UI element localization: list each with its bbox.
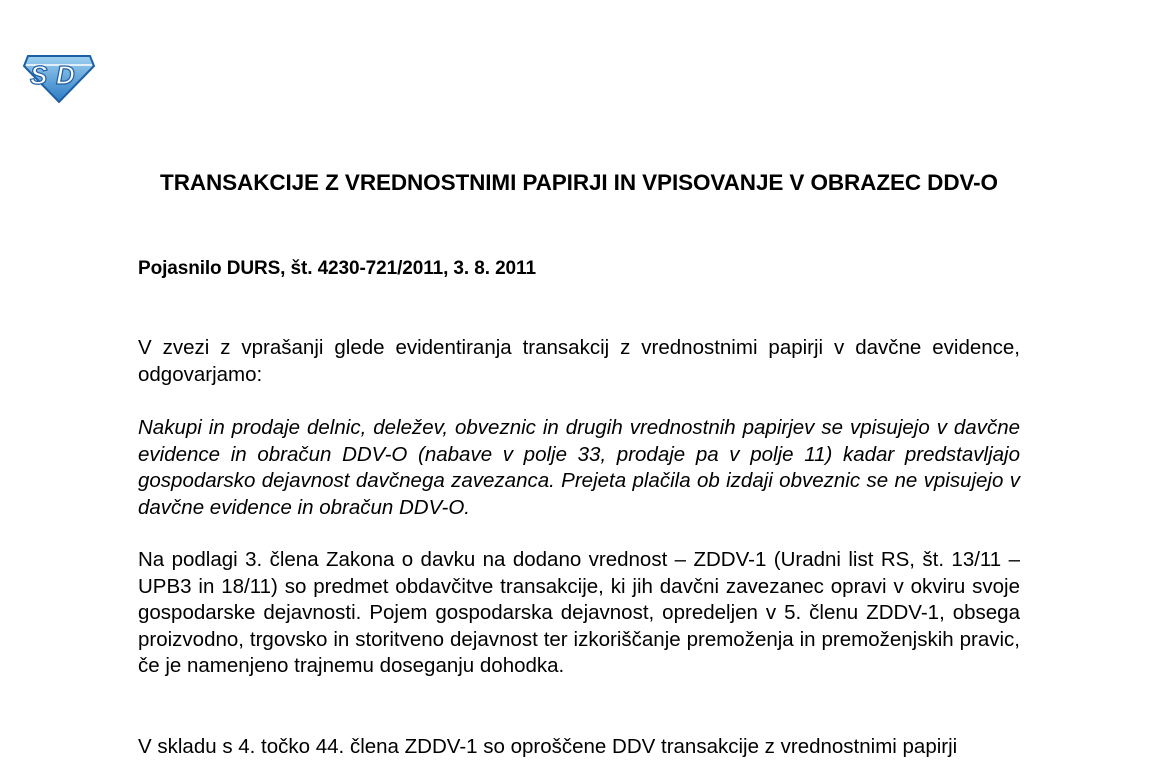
paragraph-legal-basis: Na podlagi 3. člena Zakona o davku na dodano vrednost – ZDDV-1 (Uradni list RS, št. 13/11 – UPB3 in 18/11) so predmet obdavčitve transakcije, ki jih davčni zavezanec opravi v okviru svoje gospodarske dejavnosti. Pojem gospodarska dejavnost, opredeljen v 5. členu ZDDV-1, obsega proizvodno, trgovsko in storitveno dejavnost ter izkoriščanje premoženja in premoženjskih pravic, če je namenjeno trajnemu doseganju dohodka. [138, 548, 1020, 677]
svg-text:D: D [56, 60, 75, 90]
company-logo-icon [22, 50, 96, 104]
document-title: TRANSAKCIJE Z VREDNOSTNIMI PAPIRJI IN VPISOVANJE V OBRAZEC DDV-O [160, 170, 998, 195]
paragraph-exemption: V skladu s 4. točko 44. člena ZDDV-1 so oproščene DDV transakcije z vrednostnimi papirji [138, 735, 958, 758]
svg-text:S: S [30, 60, 48, 90]
document-subtitle: Pojasnilo DURS, št. 4230-721/2011, 3. 8. 2011 [138, 258, 536, 279]
paragraph-answer: Nakupi in prodaje delnic, deležev, obveznic in drugih vrednostnih papirjev se vpisujejo v davčne evidence in obračun DDV-O (nabave v polje 33, prodaje pa v polje 11) kadar predstavljajo gospodarsko dejavnost davčnega zavezanca. Prejeta plačila ob izdaji obveznic se ne vpisujejo v davčne evidence in obračun DDV-O. [138, 416, 1020, 519]
paragraph-intro: V zvezi z vprašanji glede evidentiranja transakcij z vrednostnimi papirji v davčne evidence, odgovarjamo: [138, 336, 1020, 386]
